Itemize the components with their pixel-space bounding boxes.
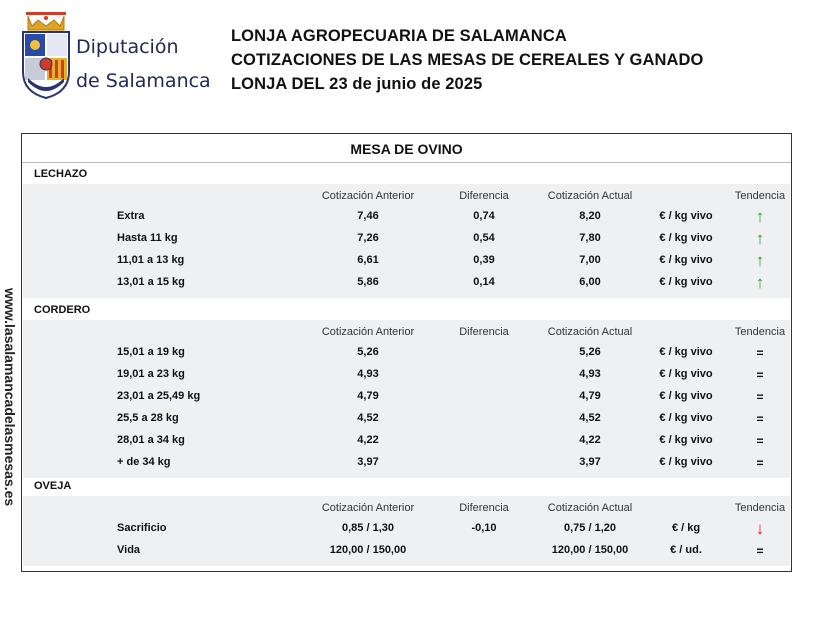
equal-icon: = xyxy=(756,390,764,404)
section-label-oveja: OVEJA xyxy=(34,480,72,492)
cotizacion-actual: 4,52 xyxy=(579,412,601,424)
row-label: Vida xyxy=(117,544,141,556)
cotizacion-actual: 4,93 xyxy=(579,368,601,380)
row-label: 28,01 a 34 kg xyxy=(117,434,185,446)
equal-icon: = xyxy=(756,456,764,470)
row-label: + de 34 kg xyxy=(117,456,171,468)
arrow-up-icon: ↑ xyxy=(755,273,765,292)
document-header xyxy=(231,24,703,96)
cotizacion-actual: 0,75 / 1,20 xyxy=(564,522,616,534)
row-label: Sacrificio xyxy=(117,522,167,534)
row-label: 25,5 a 28 kg xyxy=(117,412,179,424)
table-row xyxy=(22,386,791,408)
unit: € / kg vivo xyxy=(659,254,713,266)
arrow-up-icon: ↑ xyxy=(755,207,765,226)
cotizacion-actual: 5,26 xyxy=(579,346,601,358)
row-label: Hasta 11 kg xyxy=(117,232,178,244)
diferencia: -0,10 xyxy=(471,522,497,534)
cotizacion-actual: 3,97 xyxy=(579,456,601,468)
logo-line-2: de Salamanca xyxy=(76,70,211,92)
table-row xyxy=(22,518,791,540)
section-label-lechazo: LECHAZO xyxy=(34,168,88,180)
cotizacion-actual: 8,20 xyxy=(579,210,601,222)
unit: € / kg vivo xyxy=(659,210,713,222)
column-header-diferencia: Diferencia xyxy=(459,190,509,202)
unit: € / kg vivo xyxy=(659,456,713,468)
diferencia: 0,39 xyxy=(473,254,495,266)
cotizacion-anterior: 4,52 xyxy=(357,412,379,424)
arrow-up-icon: ↑ xyxy=(755,229,765,248)
cotizacion-anterior: 6,61 xyxy=(357,254,379,266)
column-header-actual: Cotización Actual xyxy=(547,190,633,202)
cotizacion-anterior: 4,22 xyxy=(357,434,379,446)
table-row xyxy=(22,250,791,272)
table-row xyxy=(22,430,791,452)
ovino-price-table xyxy=(21,133,792,572)
diferencia: 0,14 xyxy=(473,276,495,288)
cotizacion-anterior: 4,79 xyxy=(357,390,379,402)
unit: € / kg vivo xyxy=(659,346,713,358)
header-title: LONJA AGROPECUARIA DE SALAMANCA xyxy=(231,27,567,45)
diputacion-logo xyxy=(20,12,210,104)
cotizacion-anterior: 4,93 xyxy=(357,368,379,380)
table-row xyxy=(22,364,791,386)
diferencia: 0,54 xyxy=(473,232,495,244)
unit: € / kg vivo xyxy=(659,390,713,402)
cotizacion-actual: 6,00 xyxy=(579,276,601,288)
unit: € / kg vivo xyxy=(659,434,713,446)
table-row xyxy=(22,272,791,294)
row-label: 15,01 a 19 kg xyxy=(117,346,185,358)
diferencia: 0,74 xyxy=(473,210,495,222)
header-subtitle: COTIZACIONES DE LAS MESAS DE CEREALES Y GANADO xyxy=(231,51,704,69)
table-row xyxy=(22,342,791,364)
row-label: 19,01 a 23 kg xyxy=(117,368,185,380)
cotizacion-anterior: 5,26 xyxy=(357,346,379,358)
row-label: 11,01 a 13 kg xyxy=(117,254,185,266)
unit: € / kg vivo xyxy=(659,232,713,244)
cotizacion-actual: 7,00 xyxy=(579,254,601,266)
arrow-down-icon: ↓ xyxy=(755,519,765,538)
equal-icon: = xyxy=(756,434,764,448)
unit: € / ud. xyxy=(670,544,702,556)
header-date: LONJA DEL 23 de junio de 2025 xyxy=(231,75,483,93)
table-row xyxy=(22,408,791,430)
equal-icon: = xyxy=(756,346,764,360)
equal-icon: = xyxy=(756,368,764,382)
table-row xyxy=(22,228,791,250)
table-title: MESA DE OVINO xyxy=(22,134,791,163)
column-header-anterior: Cotización Anterior xyxy=(321,190,415,202)
table-row xyxy=(22,206,791,228)
cotizacion-actual: 4,79 xyxy=(579,390,601,402)
cotizacion-actual: 120,00 / 150,00 xyxy=(551,544,629,556)
cotizacion-anterior: 120,00 / 150,00 xyxy=(329,544,407,556)
unit: € / kg vivo xyxy=(659,368,713,380)
arrow-up-icon: ↑ xyxy=(755,251,765,270)
unit: € / kg vivo xyxy=(659,276,713,288)
side-watermark xyxy=(0,288,22,628)
equal-icon: = xyxy=(756,544,764,558)
column-header-tendencia: Tendencia xyxy=(734,190,786,202)
cotizacion-actual: 7,80 xyxy=(579,232,601,244)
section-label-cordero: CORDERO xyxy=(34,304,91,316)
row-label: 13,01 a 15 kg xyxy=(117,276,185,288)
cotizacion-anterior: 5,86 xyxy=(357,276,379,288)
table-row xyxy=(22,452,791,474)
coat-of-arms-icon xyxy=(20,12,72,104)
cotizacion-anterior: 7,26 xyxy=(357,232,379,244)
cotizacion-anterior: 7,46 xyxy=(357,210,379,222)
column-header-diferencia: Diferencia xyxy=(459,326,509,338)
equal-icon: = xyxy=(756,412,764,426)
cotizacion-anterior: 3,97 xyxy=(357,456,379,468)
table-row xyxy=(22,540,791,562)
cotizacion-anterior: 0,85 / 1,30 xyxy=(342,522,394,534)
side-watermark-text: www.lasalamancadelasmesas.es xyxy=(2,288,18,507)
cotizacion-actual: 4,22 xyxy=(579,434,601,446)
column-header-actual: Cotización Actual xyxy=(547,326,633,338)
unit: € / kg xyxy=(671,522,701,534)
column-header-actual: Cotización Actual xyxy=(547,502,633,514)
column-header-diferencia: Diferencia xyxy=(459,502,509,514)
row-label: Extra xyxy=(117,210,145,222)
column-header-anterior: Cotización Anterior xyxy=(321,326,415,338)
logo-line-1: Diputación xyxy=(76,36,179,58)
unit: € / kg vivo xyxy=(659,412,713,424)
column-header-tendencia: Tendencia xyxy=(734,502,786,514)
column-header-tendencia: Tendencia xyxy=(734,326,786,338)
column-header-anterior: Cotización Anterior xyxy=(321,502,415,514)
row-label: 23,01 a 25,49 kg xyxy=(117,390,201,402)
